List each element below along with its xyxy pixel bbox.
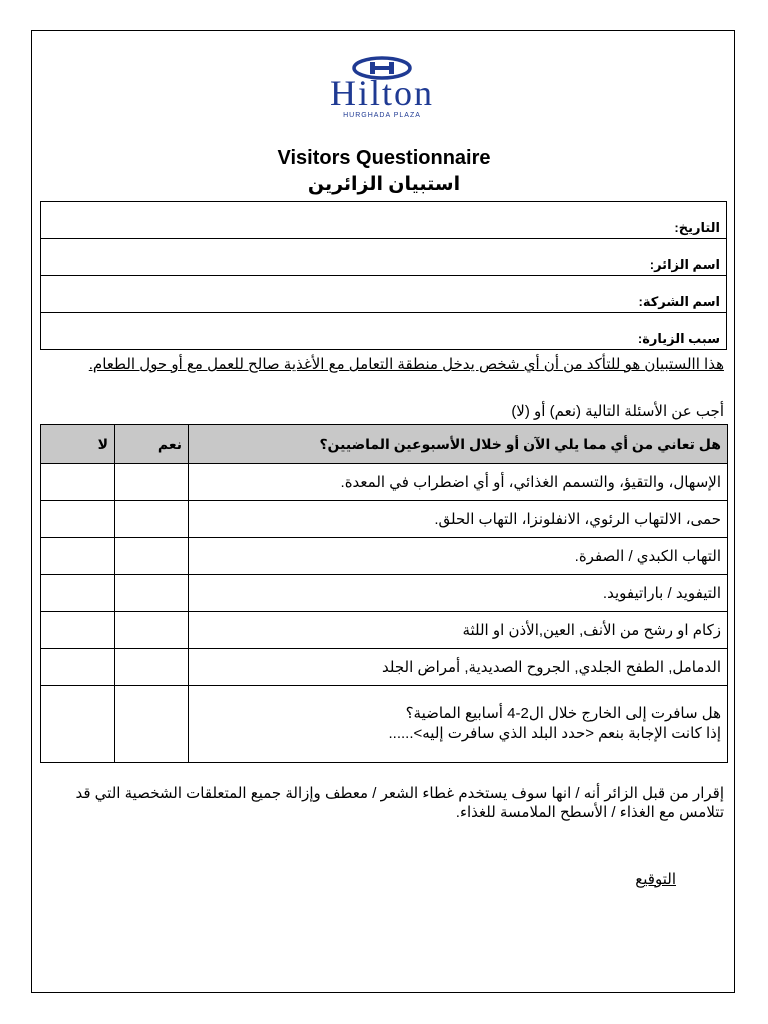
travel-question-cell [189,686,728,763]
no-answer-cell[interactable] [41,649,115,686]
hilton-logo [284,55,480,121]
info-row-date [41,202,727,239]
title-arabic: استبيان الزائرين [307,174,461,195]
visitor-info-table [40,201,727,350]
answer-instruction: أجب عن الأسئلة التالية (نعم) أو (لا) [511,403,724,420]
header-no: لا [41,425,115,464]
table-row [41,649,728,686]
yes-answer-cell[interactable] [115,501,189,538]
yes-answer-cell[interactable] [115,464,189,501]
visit-reason-field[interactable]: سبب الزيارة: [41,313,727,350]
title-english: Visitors Questionnaire [277,147,491,169]
visitor-name-field[interactable]: اسم الزائر: [41,239,727,276]
table-row [41,612,728,649]
signature-label[interactable]: التوقيع [635,871,676,888]
info-row-visitor-name [41,239,727,276]
no-answer-cell[interactable] [41,612,115,649]
yes-answer-cell[interactable] [115,612,189,649]
table-row [41,501,728,538]
health-questions-table [40,424,728,763]
header-question: هل تعاني من أي مما يلي الآن أو خلال الأسبوعين الماضيين؟ [189,425,728,464]
no-answer-cell[interactable] [41,686,115,763]
yes-answer-cell[interactable] [115,686,189,763]
question-text: الدمامل, الطفح الجلدي, الجروح الصديدية, أمراض الجلد [189,649,728,686]
no-answer-cell[interactable] [41,575,115,612]
info-row-company [41,276,727,313]
yes-answer-cell[interactable] [115,538,189,575]
info-row-visit-reason [41,313,727,350]
question-text: زكام او رشح من الأنف, العين,الأذن او اللثة [189,612,728,649]
travel-question: هل سافرت إلى الخارج خلال ال2-4 أسابيع الماضية؟ [405,704,721,722]
yes-answer-cell[interactable] [115,649,189,686]
logo-subtitle: HURGHADA PLAZA [343,112,421,119]
table-row [41,575,728,612]
question-text: التهاب الكبدي / الصفرة. [189,538,728,575]
purpose-statement: هذا االستبيان هو للتأكد من أن أي شخص يدخل منطقة التعامل مع الأغذية صالح للعمل مع أو حول الطعام. [88,356,724,373]
no-answer-cell[interactable] [41,538,115,575]
no-answer-cell[interactable] [41,464,115,501]
logo-brand: Hilton [329,73,435,113]
question-text: حمى، الالتهاب الرئوي، الانفلونزا، التهاب الحلق. [189,501,728,538]
question-text: الإسهال، والتقيؤ، والتسمم الغذائي، أو أي اضطراب في المعدة. [189,464,728,501]
date-field[interactable]: التاريخ: [41,202,727,239]
table-row-travel [41,686,728,763]
company-name-field[interactable]: اسم الشركة: [41,276,727,313]
visitor-declaration: إقرار من قبل الزائر أنه / انها سوف يستخدم غطاء الشعر / معطف وإزالة جميع المتعلقات الشخصية التي قد تتلامس مع الغذاء / الأسطح الملامسة للغذاء. [75,785,724,821]
table-header-row [41,425,728,464]
yes-answer-cell[interactable] [115,575,189,612]
question-text: التيفويد / باراتيفويد. [189,575,728,612]
header-yes: نعم [115,425,189,464]
travel-country-followup[interactable]: إذا كانت الإجابة بنعم <حدد البلد الذي سافرت إليه>...... [388,725,721,742]
table-row [41,538,728,575]
no-answer-cell[interactable] [41,501,115,538]
table-row [41,464,728,501]
